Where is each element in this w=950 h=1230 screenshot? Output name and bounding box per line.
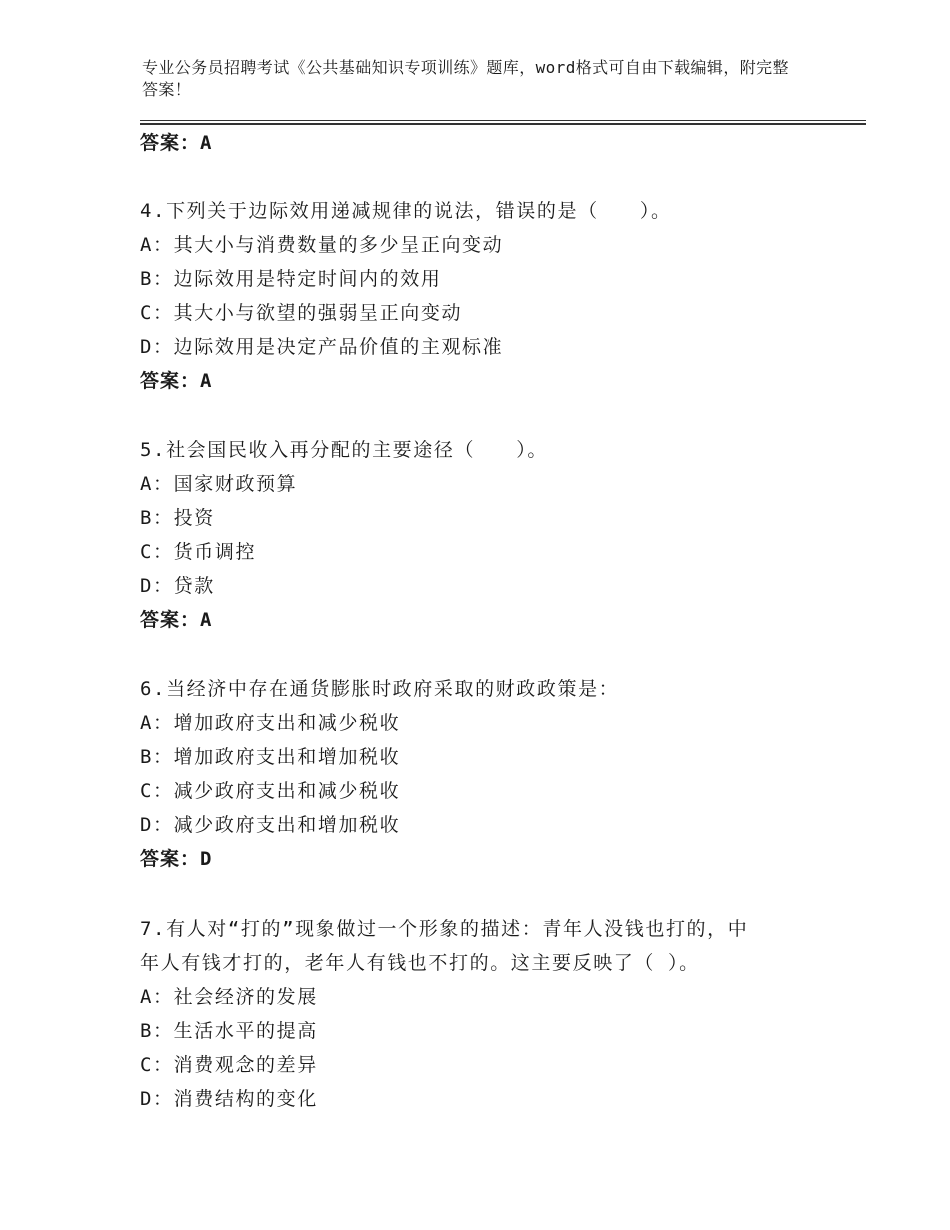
answer-previous: 答案：A — [140, 132, 213, 154]
question-6-stem: 6.当经济中存在通货膨胀时政府采取的财政政策是： — [140, 678, 620, 700]
question-4-option-a: A：其大小与消费数量的多少呈正向变动 — [140, 234, 504, 256]
question-6-answer: 答案：D — [140, 848, 213, 870]
question-4-answer: 答案：A — [140, 370, 213, 392]
header-rule-thin — [140, 120, 866, 121]
question-4-option-c: C：其大小与欲望的强弱呈正向变动 — [140, 302, 463, 324]
question-7-stem-line-2: 年人有钱才打的，老年人有钱也不打的。这主要反映了（ ）。 — [140, 952, 700, 974]
question-7-option-a: A：社会经济的发展 — [140, 986, 318, 1008]
question-6-option-c: C：减少政府支出和减少税收 — [140, 780, 401, 802]
question-6-option-d: D：减少政府支出和增加税收 — [140, 814, 401, 836]
header-rule-thick — [140, 123, 866, 125]
question-4-option-b: B：边际效用是特定时间内的效用 — [140, 268, 442, 290]
question-6-option-b: B：增加政府支出和增加税收 — [140, 746, 401, 768]
question-7-stem-line-1: 7.有人对“打的”现象做过一个形象的描述：青年人没钱也打的，中 — [140, 918, 749, 940]
question-5-option-a: A：国家财政预算 — [140, 473, 298, 495]
question-4-option-d: D：边际效用是决定产品价值的主观标准 — [140, 336, 504, 358]
question-6-option-a: A：增加政府支出和减少税收 — [140, 712, 401, 734]
question-7-option-b: B：生活水平的提高 — [140, 1020, 318, 1042]
document-header: 专业公务员招聘考试《公共基础知识专项训练》题库，word格式可自由下载编辑，附完整答案！ — [142, 58, 789, 99]
question-5-answer: 答案：A — [140, 609, 213, 631]
question-5-option-c: C：货币调控 — [140, 541, 257, 563]
question-5-option-d: D：贷款 — [140, 575, 215, 597]
question-5-option-b: B：投资 — [140, 507, 215, 529]
question-5-stem: 5.社会国民收入再分配的主要途径（ ）。 — [140, 439, 548, 461]
question-7-option-d: D：消费结构的变化 — [140, 1088, 318, 1110]
question-4-stem: 4.下列关于边际效用递减规律的说法，错误的是（ ）。 — [140, 200, 672, 222]
question-7-option-c: C：消费观念的差异 — [140, 1054, 318, 1076]
